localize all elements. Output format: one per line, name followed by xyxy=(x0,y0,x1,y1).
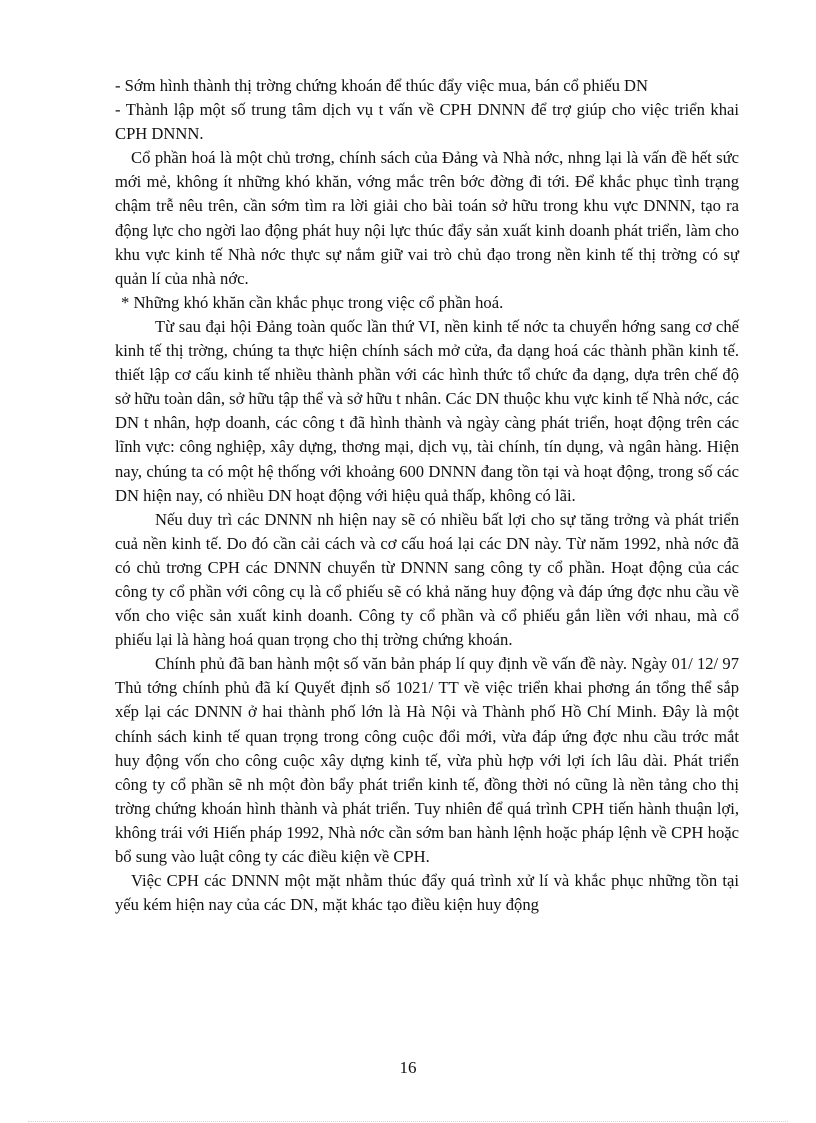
section-heading-difficulties: * Những khó khăn cần khắc phục trong việc cổ phần hoá. xyxy=(121,292,504,312)
paragraph-restructuring: Nếu duy trì các DNNN nh hiện nay sẽ có nhiều bất lợi cho sự tăng trởng và phát triển cuả nền kinh tế. Do đó cần cải cách và cơ cấu hoá lại các DN này. Từ năm 1992, nhà nớc đã có chủ trơng CPH các DNNN chuyển từ DNNN sang công ty cổ phần. Hoạt động của các công ty cổ phần với công cụ là cổ phiếu sẽ có khả năng huy động và đáp ứng đợc nhu cầu về vốn cho việc sản xuất kinh doanh. Công ty cổ phần và cổ phiếu gắn liền với nhau, mà cổ phiếu lại là hàng hoá quan trọng cho thị trờng chứng khoán. xyxy=(115,509,739,650)
page-bottom-divider xyxy=(28,1121,788,1122)
paragraph-equitization-policy: Cổ phần hoá là một chủ trơng, chính sách của Đảng và Nhà nớc, nhng lại là vấn đề hết sức mới mẻ, không ít những khó khăn, vớng mắc trên bớc đờng đi tới. Để khắc phục tình trạng chậm trễ nêu trên, cần sớm tìm ra lời giải cho bài toán sở hữu trong khu vực DNNN, tạo ra động lực cho ngời lao động phát huy nội lực thúc đẩy sản xuất kinh doanh phát triển, làm cho khu vực kinh tế Nhà nớc thực sự nắm giữ vai trò chủ đạo trong nền kinh tế thị trờng có sự quản lí của nhà nớc. xyxy=(115,148,739,288)
paragraph-cph-goals: Việc CPH các DNNN một mặt nhằm thúc đẩy quá trình xử lí và khắc phục những tồn tại yếu kém hiện nay của các DN, mặt khác tạo điều kiện huy động xyxy=(115,871,739,915)
document-body xyxy=(115,74,739,917)
paragraph-bullet-consulting-centers: - Thành lập một số trung tâm dịch vụ t vấn về CPH DNNN để trợ giúp cho việc triển khai CPH DNNN. xyxy=(115,100,739,144)
paragraph-bullet-stock-market: - Sớm hình thành thị trờng chứng khoán để thúc đẩy việc mua, bán cổ phiếu DN xyxy=(115,76,649,95)
paragraph-government-decisions: Chính phủ đã ban hành một số văn bản pháp lí quy định về vấn đề này. Ngày 01/ 12/ 97 Thủ tớng chính phủ đã kí Quyết định số 1021/ TT về việc triển khai phơng án tổng thể sắp xếp lại các DNNN ở hai thành phố lớn là Hà Nội và Thành phố Hồ Chí Minh. Đây là một chính sách kinh tế quan trọng trong công cuộc đổi mới, vừa đáp ứng đợc nhu cầu trớc mắt huy động vốn cho công cuộc xây dựng kinh tế, vừa phù hợp với lợi ích lâu dài. Phát triển công ty cổ phần sẽ nh một đòn bẩy phát triển kinh tế, đồng thời nó cũng là nền tảng cho thị trờng chứng khoán hình thành và phát triển. Tuy nhiên để quá trình CPH tiến hành thuận lợi, không trái với Hiến pháp 1992, Nhà nớc cần sớm ban hành lệnh hoặc pháp lệnh về CPH hoặc bổ sung vào luật công ty các điều kiện về CPH. xyxy=(115,654,739,866)
page-number: 16 xyxy=(399,1058,417,1077)
paragraph-market-economy: Từ sau đại hội Đảng toàn quốc lần thứ VI, nền kinh tế nớc ta chuyển hớng sang cơ chế kinh tế thị trờng, chúng ta thực hiện chính sách mở cửa, đa dạng hoá các thành phần kinh tế. thiết lập cơ cấu kinh tế nhiều thành phần với các hình thức tổ chức đa dạng, dựa trên chế độ sở hữu toàn dân, sở hữu tập thể và sở hữu t nhân. Các DN thuộc khu vực kinh tế Nhà nớc, các DN t nhân, hợp doanh, các công t đã hình thành và ngày càng phát triển, hoạt động trên các lĩnh vực: công nghiệp, xây dựng, thơng mại, dịch vụ, tài chính, tín dụng, và ngân hàng. Hiện nay, chúng ta có một hệ thống với khoảng 600 DNNN đang tồn tại và hoạt động, trong số các DN hiện nay, có nhiều DN hoạt động với hiệu quả thấp, không có lãi. xyxy=(115,316,739,505)
